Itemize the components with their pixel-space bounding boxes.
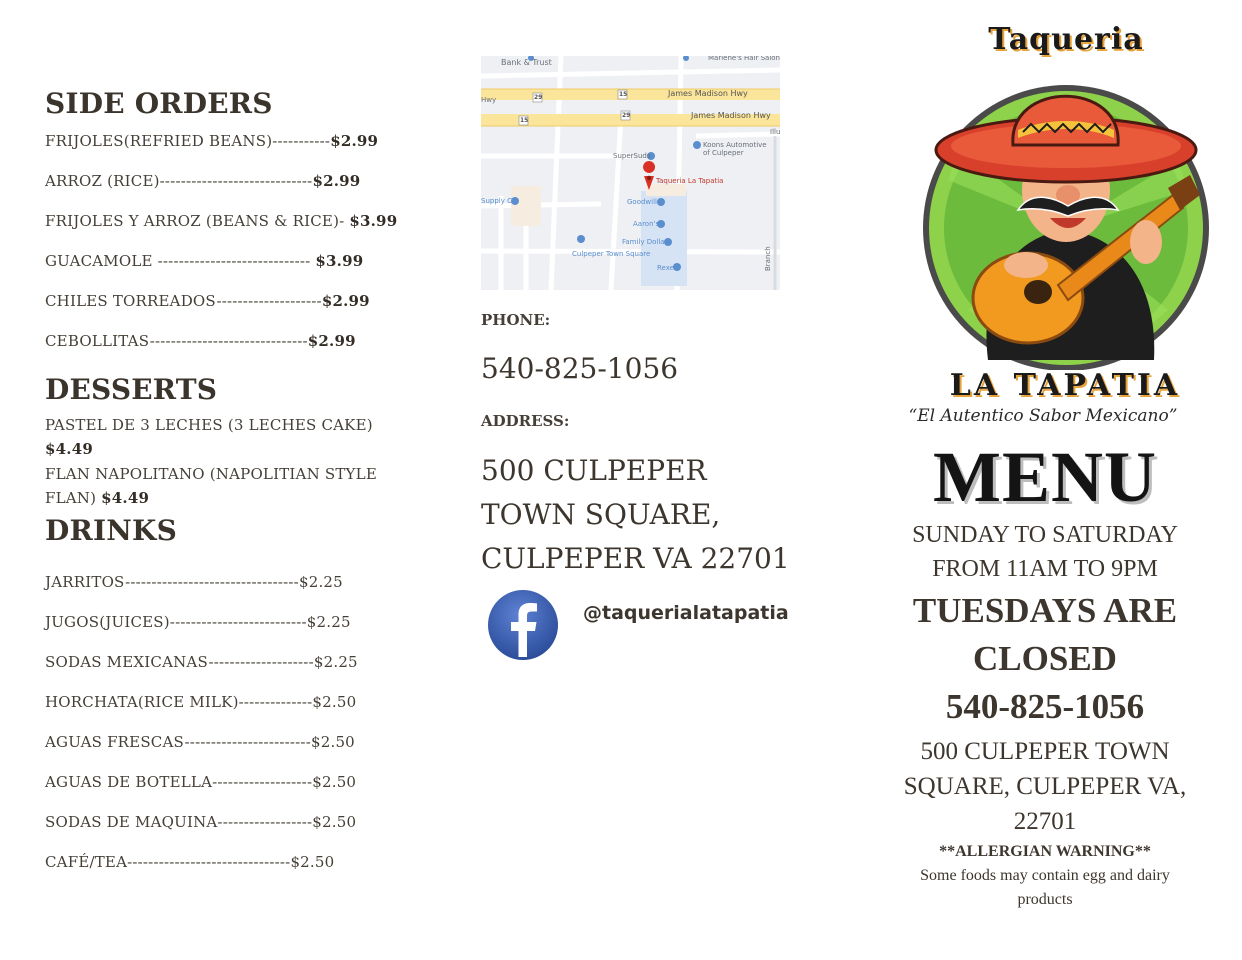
menu-item bbox=[45, 212, 397, 230]
menu-item-price: $2.50 bbox=[310, 733, 355, 751]
menu-item bbox=[45, 573, 343, 591]
dessert-price-line bbox=[45, 489, 149, 507]
map-label: of Culpeper bbox=[703, 149, 744, 157]
menu-item bbox=[45, 252, 363, 270]
dessert-price: $4.49 bbox=[45, 440, 93, 458]
menu-item-price: $3.99 bbox=[315, 252, 364, 270]
closed-line: CLOSED bbox=[973, 639, 1117, 678]
menu-item bbox=[45, 613, 351, 631]
menu-item-price: $2.25 bbox=[298, 573, 343, 591]
menu-item-price: $2.99 bbox=[321, 292, 370, 310]
menu-item-name: AGUAS DE BOTELLA------------------- bbox=[45, 773, 313, 791]
menu-item bbox=[45, 292, 370, 310]
note-line: products bbox=[1017, 891, 1073, 908]
map-label: Goodwill bbox=[627, 198, 657, 206]
map-label: Rexel bbox=[657, 264, 676, 272]
menu-item-price: $2.99 bbox=[330, 132, 379, 150]
menu-item-name: CHILES TORREADOS-------------------- bbox=[45, 292, 322, 310]
map-label: Aaron's bbox=[633, 220, 660, 228]
brand-tagline: “El Autentico Sabor Mexicano” bbox=[908, 406, 1178, 426]
menu-item bbox=[45, 172, 360, 190]
menu-item bbox=[45, 853, 334, 871]
menu-item bbox=[45, 332, 356, 350]
dessert-name-cont: FLAN) bbox=[45, 489, 102, 507]
menu-item-price: $2.50 bbox=[312, 813, 357, 831]
side-orders-title: SIDE ORDERS bbox=[45, 87, 273, 120]
map-label: Bank & Trust bbox=[501, 58, 552, 67]
menu-item-price: $2.99 bbox=[307, 332, 356, 350]
hours-line: FROM 11AM TO 9PM bbox=[932, 556, 1158, 582]
map-label: Supply Co bbox=[481, 197, 517, 205]
menu-item-price: $2.25 bbox=[306, 613, 351, 631]
address-line: 500 CULPEPER TOWN bbox=[920, 738, 1170, 765]
address-line: SQUARE, CULPEPER VA, bbox=[903, 773, 1187, 800]
menu-item bbox=[45, 813, 356, 831]
map-pin-label: Taqueria La Tapatia bbox=[656, 177, 724, 185]
route-number: 29 bbox=[622, 112, 631, 119]
map-label: Illu bbox=[770, 128, 780, 136]
address-line: 22701 bbox=[1013, 808, 1077, 835]
hours-block bbox=[896, 518, 1194, 586]
menu-item-name: CEBOLLITAS------------------------------ bbox=[45, 332, 308, 350]
address-line: TOWN SQUARE, bbox=[481, 498, 721, 531]
allergen-note bbox=[896, 864, 1194, 912]
map-label: Culpeper Town Square bbox=[572, 250, 651, 258]
route-number: 15 bbox=[619, 91, 628, 98]
map-label: Family Dollar bbox=[622, 238, 668, 246]
map-label: Branch bbox=[764, 246, 772, 271]
menu-item bbox=[45, 773, 356, 791]
menu-item-price: $2.50 bbox=[312, 693, 357, 711]
location-map[interactable] bbox=[481, 56, 780, 290]
route-number: 15 bbox=[520, 117, 529, 124]
closed-line: TUESDAYS ARE bbox=[912, 591, 1178, 630]
brand-name-top: Taqueria bbox=[988, 22, 1144, 57]
dessert-name: FLAN NAPOLITANO (NAPOLITIAN STYLE bbox=[45, 465, 377, 483]
map-road-label: James Madison Hwy bbox=[691, 111, 771, 120]
dessert-item bbox=[45, 465, 377, 483]
allergen-warning: **ALLERGIAN WARNING** bbox=[939, 843, 1151, 860]
phone-number[interactable]: 540-825-1056 bbox=[481, 352, 679, 385]
facebook-handle[interactable]: @taquerialatapatia bbox=[583, 602, 789, 624]
menu-item-price: $2.25 bbox=[313, 653, 358, 671]
address-label: ADDRESS: bbox=[481, 412, 570, 430]
menu-item bbox=[45, 693, 356, 711]
map-label: Koons Automotive bbox=[703, 141, 767, 149]
menu-title: MENU bbox=[933, 437, 1157, 517]
address-block bbox=[481, 449, 790, 581]
address-line: CULPEPER VA 22701 bbox=[481, 542, 790, 575]
note-line: Some foods may contain egg and dairy bbox=[920, 867, 1170, 884]
facebook-icon[interactable] bbox=[487, 589, 559, 661]
hours-line: SUNDAY TO SATURDAY bbox=[912, 522, 1178, 548]
menu-item-name: JARRITOS--------------------------------- bbox=[45, 573, 299, 591]
dessert-price: $4.49 bbox=[101, 489, 150, 507]
phone-label: PHONE: bbox=[481, 311, 551, 329]
right-phone[interactable]: 540-825-1056 bbox=[945, 687, 1145, 726]
map-label: SuperSuds bbox=[613, 152, 651, 160]
menu-item-price: $2.50 bbox=[290, 853, 335, 871]
mariachi-guitar-logo bbox=[918, 60, 1214, 370]
menu-item bbox=[45, 733, 355, 751]
drinks-title: DRINKS bbox=[45, 514, 177, 547]
dessert-item bbox=[45, 416, 373, 434]
menu-item-name: SODAS DE MAQUINA------------------ bbox=[45, 813, 313, 831]
map-road-label: James Madison Hwy bbox=[668, 89, 748, 98]
menu-item bbox=[45, 653, 358, 671]
dessert-name: PASTEL DE 3 LECHES (3 LECHES CAKE) bbox=[45, 416, 373, 434]
menu-item-name: FRIJOLES Y ARROZ (BEANS & RICE)- bbox=[45, 212, 350, 230]
desserts-title: DESSERTS bbox=[45, 373, 218, 406]
brand-name-bottom: LA TAPATIA bbox=[949, 368, 1181, 403]
map-label: Hwy bbox=[481, 96, 497, 104]
dessert-price-line bbox=[45, 440, 93, 458]
menu-item-name: HORCHATA(RICE MILK)-------------- bbox=[45, 693, 313, 711]
menu-item-name: FRIJOLES(REFRIED BEANS)----------- bbox=[45, 132, 331, 150]
menu-item-name: JUGOS(JUICES)-------------------------- bbox=[45, 613, 307, 631]
menu-item-price: $2.99 bbox=[312, 172, 361, 190]
address-line: 500 CULPEPER bbox=[481, 454, 707, 487]
right-address bbox=[896, 734, 1194, 839]
menu-item bbox=[45, 132, 378, 150]
route-number: 29 bbox=[534, 94, 543, 101]
menu-item-price: $3.99 bbox=[349, 212, 398, 230]
menu-item-name: AGUAS FRESCAS------------------------ bbox=[45, 733, 311, 751]
closed-notice bbox=[896, 587, 1194, 731]
map-label: Marlene's Hair Salon bbox=[708, 56, 780, 62]
menu-item-price: $2.50 bbox=[312, 773, 357, 791]
menu-item-name: CAFÉ/TEA------------------------------- bbox=[45, 853, 291, 871]
menu-item-name: SODAS MEXICANAS-------------------- bbox=[45, 653, 314, 671]
menu-item-name: GUACAMOLE ----------------------------- bbox=[45, 252, 316, 270]
menu-item-name: ARROZ (RICE)----------------------------- bbox=[45, 172, 313, 190]
